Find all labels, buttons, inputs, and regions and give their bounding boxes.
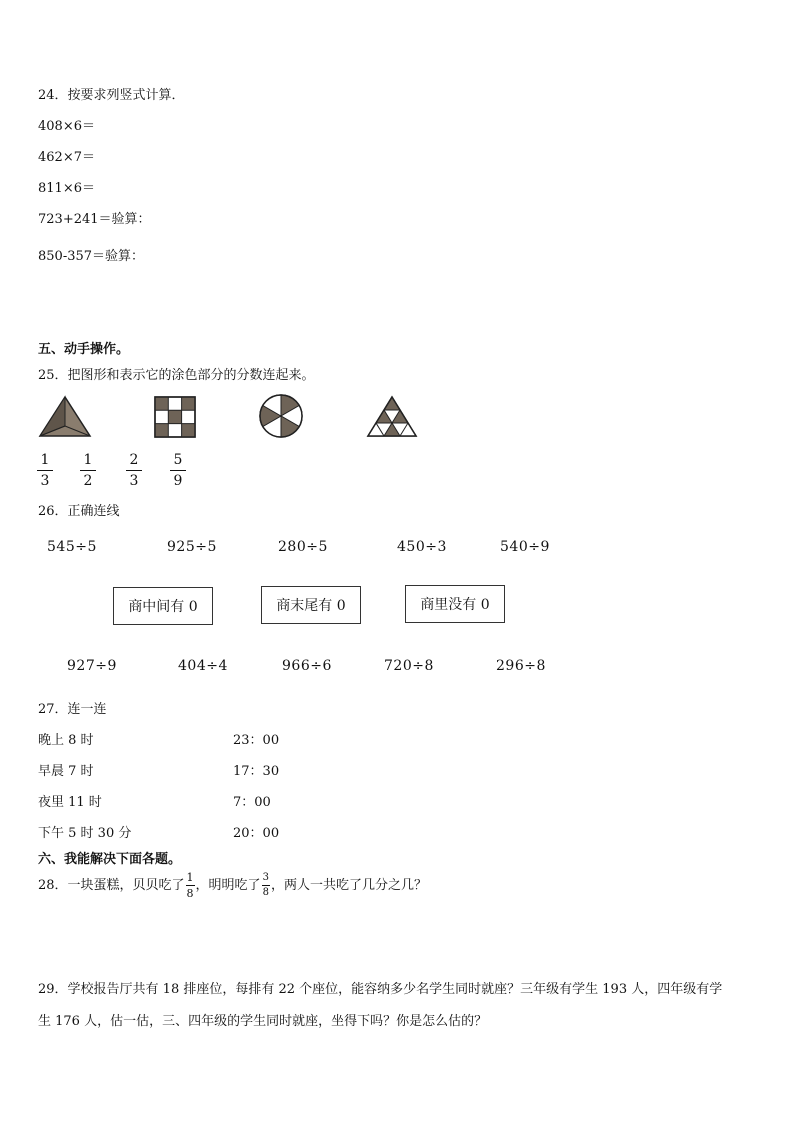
fraction-3-den: 3: [129, 473, 139, 489]
q26-top-3: 280÷5: [278, 539, 328, 555]
q28-fraction-2: [262, 873, 270, 898]
q27-right-2: 17：30: [233, 764, 280, 779]
box-zero-end[interactable]: 商末尾有 0: [261, 586, 361, 624]
q26-heading: 26．正确连线: [38, 504, 120, 519]
q28-fraction-2-num: 3: [262, 873, 270, 886]
q28-fraction-1: [186, 872, 195, 899]
q26-bottom-3: 966÷6: [282, 658, 332, 674]
q26-bottom-2: 404÷4: [178, 658, 228, 674]
q29-line-2: 生 176 人，估一估，三、四年级的学生同时就座，坐得下吗？你是怎么估的？: [38, 1014, 488, 1029]
q26-bottom-4: 720÷8: [384, 658, 434, 674]
q26-top-5: 540÷9: [500, 539, 550, 555]
q27-heading: 27．连一连: [38, 702, 107, 717]
q27-left-4: 下午 5 时 30 分: [38, 826, 132, 841]
q28-part-3: ，两人一共吃了几分之几？: [270, 878, 427, 893]
q27-right-1: 23：00: [233, 733, 280, 748]
q26-top-2: 925÷5: [167, 539, 217, 555]
section-6-title: 六、我能解决下面各题。: [38, 852, 182, 867]
q26-bottom-1: 927÷9: [67, 658, 117, 674]
q28-part-2: ，明明吃了: [195, 878, 261, 893]
fraction-1: [37, 453, 53, 488]
fraction-2: [80, 453, 96, 488]
fraction-2-den: 2: [83, 473, 93, 489]
q28-fraction-1-num: 1: [186, 871, 194, 884]
q27-left-1: 晚上 8 时: [38, 733, 94, 748]
fraction-1-num: 1: [37, 453, 53, 471]
q26-top-1: 545÷5: [47, 539, 97, 555]
q27-left-3: 夜里 11 时: [38, 795, 102, 810]
fraction-3: [126, 453, 142, 488]
q28-part-1: 28．一块蛋糕，贝贝吃了: [38, 878, 185, 893]
fraction-2-num: 1: [80, 453, 96, 471]
circle-sectors-shape: [258, 393, 304, 439]
q26-bottom-5: 296÷8: [496, 658, 546, 674]
q28-fraction-1-den: 8: [186, 887, 194, 900]
q24-heading: 24．按要求列竖式计算．: [38, 88, 185, 103]
q26-top-4: 450÷3: [397, 539, 447, 555]
q24-line-3: 811×6＝: [38, 181, 95, 196]
section-5-title: 五、动手操作。: [38, 342, 130, 357]
q24-line-4: 723+241＝验算：: [38, 212, 151, 227]
fraction-4-num: 5: [170, 453, 186, 471]
q28-fraction-2-den: 8: [262, 887, 269, 898]
fraction-1-den: 3: [40, 473, 50, 489]
q24-line-5: 850-357＝验算：: [38, 249, 145, 264]
grid-square-shape: [154, 396, 196, 438]
triangle-grid-shape: [367, 396, 417, 438]
q25-heading: 25．把图形和表示它的涂色部分的分数连起来。: [38, 368, 315, 383]
fraction-3-num: 2: [126, 453, 142, 471]
fraction-4-den: 9: [173, 473, 183, 489]
fraction-4: [170, 453, 186, 488]
q27-right-4: 20：00: [233, 826, 280, 841]
q27-left-2: 早晨 7 时: [38, 764, 94, 779]
q27-right-3: 7：00: [233, 795, 271, 810]
q24-line-1: 408×6＝: [38, 119, 95, 134]
box-no-zero[interactable]: 商里没有 0: [405, 585, 505, 623]
q29-line-1: 29．学校报告厅共有 18 排座位，每排有 22 个座位，能容纳多少名学生同时就座？三年级有学生 193 人，四年级有学: [38, 982, 723, 997]
q28-text: [38, 868, 427, 904]
triangle-shape: [38, 396, 92, 438]
box-zero-middle[interactable]: 商中间有 0: [113, 587, 213, 625]
q24-line-2: 462×7＝: [38, 150, 95, 165]
